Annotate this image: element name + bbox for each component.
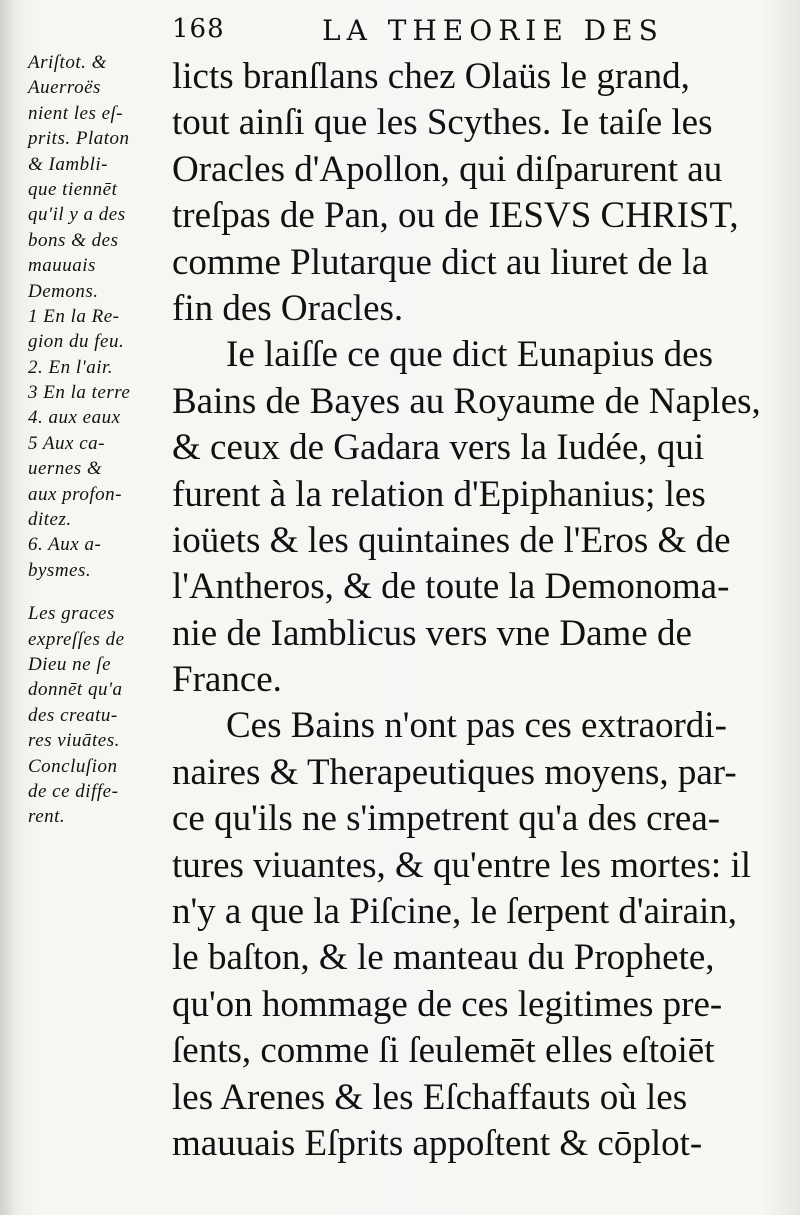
margin-note-line: des creatu- bbox=[28, 704, 118, 726]
margin-note-line: de ce diffe- bbox=[28, 780, 119, 802]
text-line: l'Antheros, & de toute la Demonoma- bbox=[172, 566, 730, 608]
text-line: naires & Therapeutiques moyens, par- bbox=[172, 751, 737, 793]
margin-note-line: bons & des bbox=[28, 229, 119, 251]
margin-note-line: nient les eſ- bbox=[28, 102, 124, 124]
text-line: mauuais Eſprits appoſtent & cōplot- bbox=[172, 1122, 703, 1164]
margin-note-line: 6. Aux a- bbox=[28, 534, 102, 556]
margin-note-line: Dieu ne ſe bbox=[28, 653, 112, 675]
margin-note-line: qu'il y a des bbox=[28, 204, 126, 226]
margin-note-line: expreſſes de bbox=[28, 628, 125, 650]
text-line: furent à la relation d'Epiphanius; les bbox=[172, 473, 706, 515]
margin-note-line: 4. aux eaux bbox=[28, 407, 121, 429]
text-line: tures viuantes, & qu'entre les mortes: il bbox=[172, 844, 752, 886]
text-line: ce qu'ils ne s'impetrent qu'a des crea- bbox=[172, 798, 721, 840]
margin-note-line: aux profon- bbox=[28, 483, 122, 505]
margin-note-line: que tiennēt bbox=[28, 178, 118, 200]
margin-note-line: ditez. bbox=[28, 509, 72, 531]
text-line: n'y a que la Piſcine, le ſerpent d'airain, bbox=[172, 891, 738, 933]
text-line: ioüets & les quintaines de l'Eros & de bbox=[172, 519, 731, 561]
text-line: nie de Iamblicus vers vne Dame de bbox=[172, 612, 692, 654]
margin-note-line: res viuātes. bbox=[28, 730, 120, 752]
margin-note-line: 3 En la terre bbox=[28, 382, 131, 404]
text-line: tout ainſi que les Scythes. Ie taiſe les bbox=[172, 102, 713, 144]
margin-note-line: Concluſion bbox=[28, 755, 118, 777]
margin-note-line: bysmes. bbox=[28, 559, 92, 581]
margin-note-line: 5 Aux ca- bbox=[28, 432, 105, 454]
margin-note-line: 2. En l'air. bbox=[28, 356, 114, 378]
margin-note-block-demons bbox=[28, 50, 168, 583]
margin-note-line: mauuais bbox=[28, 255, 96, 277]
page-header bbox=[172, 14, 782, 54]
text-line: fin des Oracles. bbox=[172, 287, 404, 329]
text-line: licts branſlans chez Olaüs le grand, bbox=[172, 56, 690, 97]
text-line: & ceux de Gadara vers la Iudée, qui bbox=[172, 427, 705, 469]
text-line: Ie laiſſe ce que dict Eunapius des bbox=[226, 334, 713, 376]
body-text bbox=[172, 54, 777, 1167]
marginal-notes bbox=[28, 50, 168, 830]
text-line: les Arenes & les Eſchaffauts où les bbox=[172, 1076, 688, 1118]
margin-note-line: 1 En la Re- bbox=[28, 305, 120, 327]
margin-note-line: uernes & bbox=[28, 458, 103, 480]
text-line: France. bbox=[172, 659, 282, 701]
text-line: le baſton, & le manteau du Prophete, bbox=[172, 937, 715, 979]
text-line: Oracles d'Apollon, qui diſparurent au bbox=[172, 148, 723, 190]
margin-note-line: donnēt qu'a bbox=[28, 679, 123, 701]
margin-note-line: Auerroës bbox=[28, 77, 101, 99]
margin-note-line: Demons. bbox=[28, 280, 99, 302]
running-title: LA THEORIE DES bbox=[322, 14, 664, 47]
text-line: Bains de Bayes au Royaume de Naples, bbox=[172, 380, 761, 422]
margin-note-line: gion du feu. bbox=[28, 331, 125, 353]
text-line: Ces Bains n'ont pas ces extraordi- bbox=[226, 705, 727, 747]
text-line: comme Plutarque dict au liuret de la bbox=[172, 241, 709, 283]
margin-note-line: Ariſtot. & bbox=[28, 52, 107, 73]
margin-note-block-graces bbox=[28, 601, 168, 830]
binding-shadow bbox=[0, 0, 18, 1215]
margin-note-line: & Iambli- bbox=[28, 153, 108, 175]
text-line: treſpas de Pan, ou de IESVS CHRIST, bbox=[172, 195, 739, 237]
margin-note-line: rent. bbox=[28, 806, 66, 828]
text-line: qu'on hommage de ces legitimes pre- bbox=[172, 983, 723, 1025]
margin-note-line: prits. Platon bbox=[28, 128, 130, 150]
page-number: 168 bbox=[172, 14, 225, 44]
margin-note-line: Les graces bbox=[28, 603, 115, 625]
text-line: ſents, comme ſi ſeulemēt elles eſtoiēt bbox=[172, 1030, 715, 1072]
